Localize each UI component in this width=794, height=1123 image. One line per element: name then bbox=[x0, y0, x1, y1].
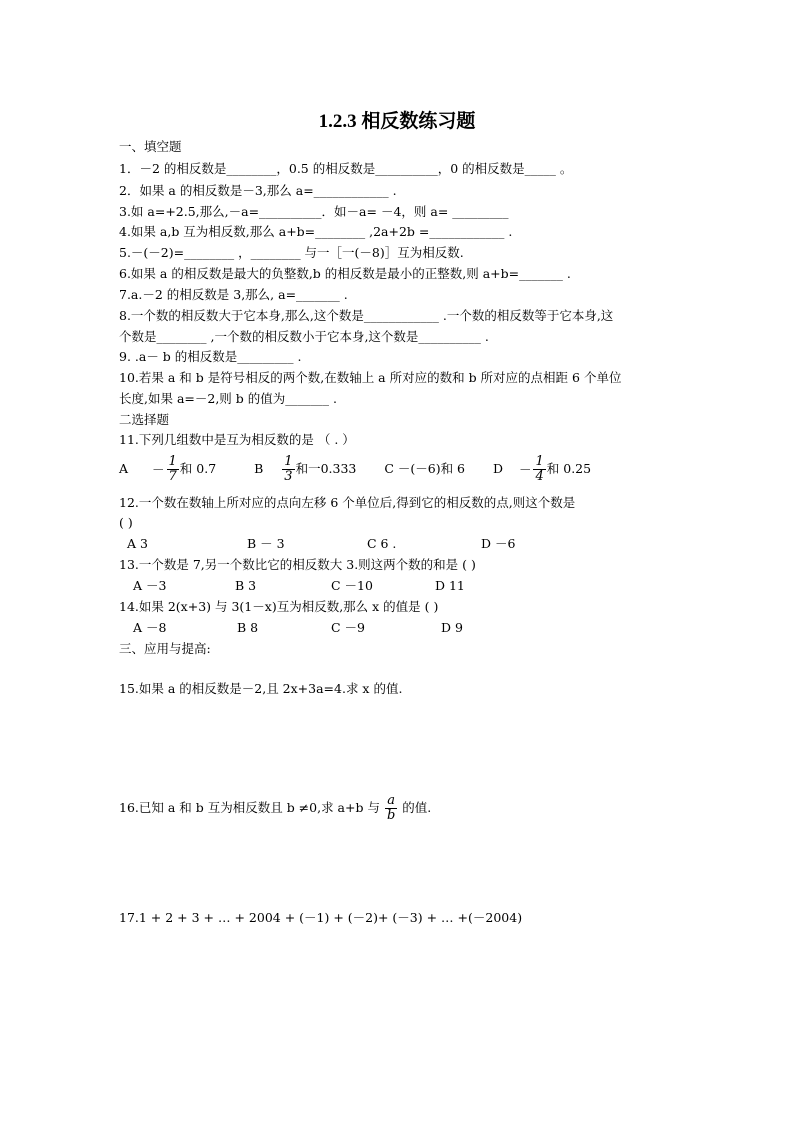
question-10-line1: 10.若果 a 和 b 是符号相反的两个数,在数轴上 a 所对应的数和 b 所对应的点相距 6 个单位 bbox=[119, 370, 622, 385]
question-5: 5.－(－2)=________ ，________ 与一［一(－8)］互为相反数. bbox=[119, 245, 464, 260]
page-title: 1.2.3 相反数练习题 bbox=[318, 111, 476, 132]
option-d: D 11 bbox=[434, 578, 465, 593]
question-11: 11.下列几组数中是互为相反数的是 （ . ） bbox=[119, 432, 355, 447]
question-3: 3.如 a=+2.5,那么,－a=__________．如－a= －4，则 a= _________ bbox=[119, 204, 509, 219]
question-7: 7.a.－2 的相反数是 3,那么, a=_______ . bbox=[119, 287, 348, 302]
option-c: C －(－6)和 6 bbox=[384, 461, 465, 476]
fraction-a-over-b: $\frac{a}{b}$ bbox=[386, 793, 396, 823]
fraction-a: $\frac{1}{7}$ bbox=[168, 454, 177, 484]
question-2: 2．如果 a 的相反数是－3,那么 a=____________ . bbox=[119, 183, 397, 198]
question-1: 1．－2 的相反数是________，0.5 的相反数是__________，0 的相反数是_____ 。 bbox=[119, 161, 573, 176]
option-b: B 8 bbox=[236, 620, 259, 635]
option-d: D － $\frac{1}{4}$ 和 0.25 bbox=[492, 454, 592, 484]
option-b: B $\frac{1}{3}$ 和一0.333 bbox=[254, 454, 357, 484]
question-9: 9. .a－ b 的相反数是_________ . bbox=[119, 349, 302, 364]
option-a: A 3 bbox=[127, 536, 148, 551]
question-10-line2: 长度,如果 a=－2,则 b 的值为_______ . bbox=[119, 391, 337, 406]
question-13-options bbox=[119, 577, 465, 595]
question-12-options bbox=[119, 535, 515, 553]
section-apply-heading: 三、应用与提高: bbox=[119, 641, 211, 656]
question-13: 13.一个数是 7,另一个数比它的相反数大 3.则这两个数的和是 ( ) bbox=[119, 557, 476, 572]
fraction-d: $\frac{1}{4}$ bbox=[535, 454, 544, 484]
question-8-line1: 8.一个数的相反数大于它本身,那么,这个数是____________ .一个数的相反数等于它本身,这 bbox=[119, 308, 614, 323]
question-15: 15.如果 a 的相反数是－2,且 2x+3a=4.求 x 的值. bbox=[119, 681, 403, 696]
option-c: C 6 . bbox=[366, 536, 397, 551]
question-17: 17.1 + 2 + 3 + … + 2004 + (－1) + (－2)+ (－3) + … +(－2004) bbox=[119, 910, 523, 925]
question-8-line2: 个数是________ ,一个数的相反数小于它本身,这个数是__________ . bbox=[119, 329, 489, 344]
question-14-options bbox=[119, 619, 463, 637]
question-16: 16.已知 a 和 b 互为相反数且 b ≠0,求 a+b 与 $\frac{a}{b}$ 的值. bbox=[119, 793, 432, 823]
option-d: D －6 bbox=[480, 536, 516, 551]
section-choice-heading: 二选择题 bbox=[119, 412, 170, 427]
question-6: 6.如果 a 的相反数是最大的负整数,b 的相反数是最小的正整数,则 a+b=_______ . bbox=[119, 266, 571, 281]
option-d: D 9 bbox=[440, 620, 463, 635]
option-c: C －9 bbox=[330, 620, 365, 635]
question-12-line1: 12.一个数在数轴上所对应的点向左移 6 个单位后,得到它的相反数的点,则这个数是 bbox=[119, 495, 576, 510]
option-a: A －8 bbox=[133, 620, 167, 635]
option-b: B － 3 bbox=[246, 536, 285, 551]
option-a: A － $\frac{1}{7}$ 和 0.7 bbox=[119, 454, 217, 484]
question-14: 14.如果 2(x+3) 与 3(1－x)互为相反数,那么 x 的值是 ( ) bbox=[119, 599, 439, 614]
option-c: C －10 bbox=[330, 578, 373, 593]
question-11-options bbox=[119, 452, 591, 486]
option-b: B 3 bbox=[234, 578, 257, 593]
section-fill-heading: 一、填空题 bbox=[119, 139, 182, 154]
question-12-line2: ( ) bbox=[119, 515, 133, 530]
fraction-b: $\frac{1}{3}$ bbox=[284, 454, 293, 484]
option-a: A －3 bbox=[133, 578, 167, 593]
question-4: 4.如果 a,b 互为相反数,那么 a+b=________ ,2a+2b =____________ . bbox=[119, 224, 513, 239]
